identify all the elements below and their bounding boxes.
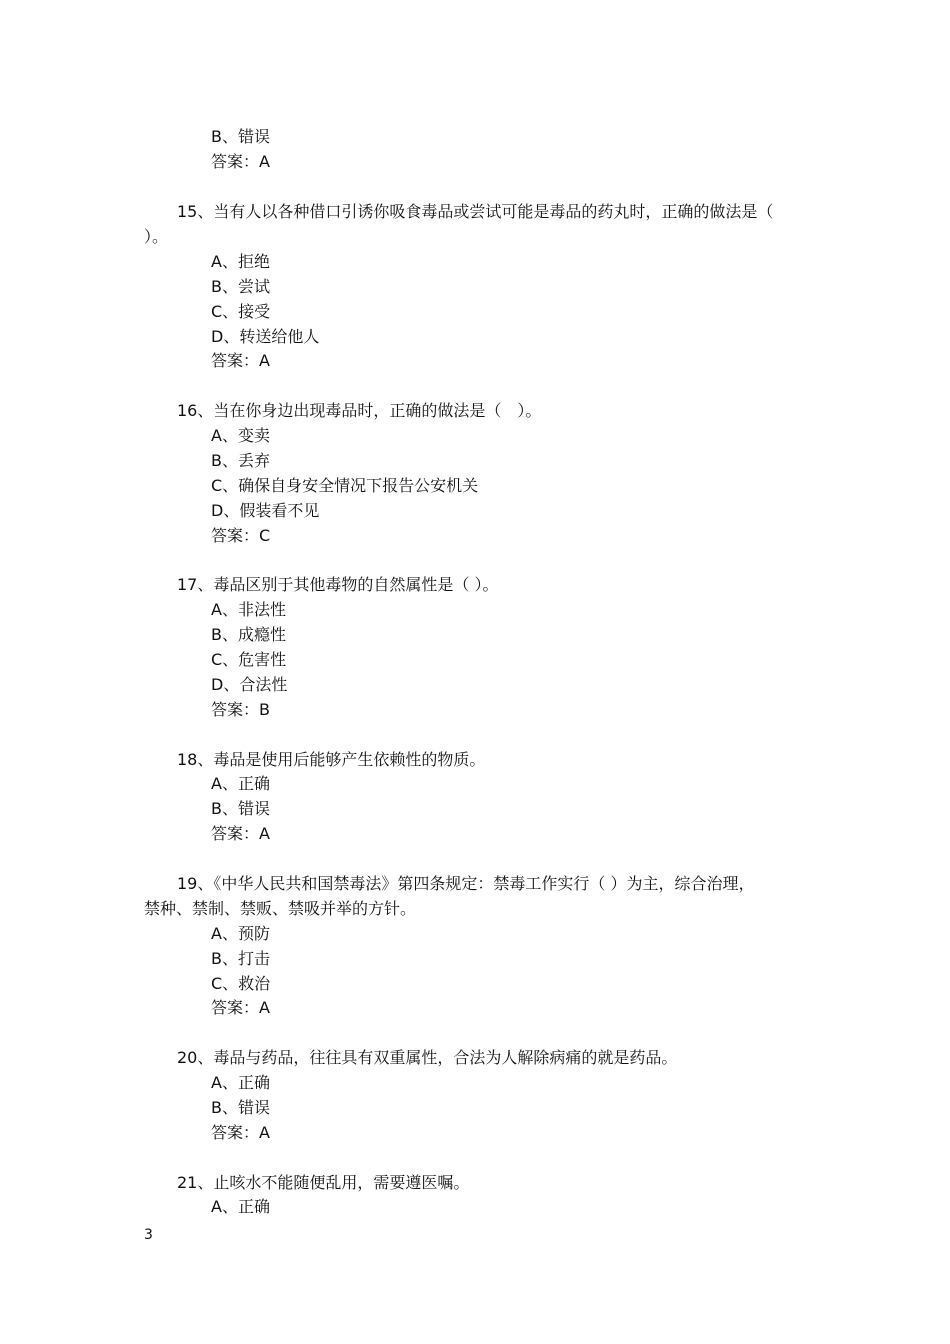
answer-line: 答案：A (211, 824, 270, 843)
option-line: C、接受 (211, 302, 271, 321)
option-line: C、危害性 (211, 650, 287, 669)
question-17: 17、毒品区别于其他毒物的自然属性是（ ）。 (177, 575, 499, 594)
question-18: 18、毒品是使用后能够产生依赖性的物质。 (177, 750, 486, 769)
option-line: C、救治 (211, 974, 271, 993)
option-line: B、错误 (211, 1098, 270, 1117)
option-line: A、正确 (211, 774, 270, 793)
question-20: 20、毒品与药品，往往具有双重属性，合法为人解除病痛的就是药品。 (177, 1048, 678, 1067)
question-19: 19、《中华人民共和国禁毒法》第四条规定：禁毒工作实行（ ）为主，综合治理， (177, 874, 755, 893)
question-21: 21、止咳水不能随便乱用，需要遵医嘱。 (177, 1173, 470, 1192)
option-line: B、丢弃 (211, 451, 270, 470)
answer-line: 答案：A (211, 351, 270, 370)
answer-line: 答案：B (211, 700, 270, 719)
option-line: D、假装看不见 (211, 501, 320, 520)
answer-line: 答案：A (211, 1123, 270, 1142)
option-line: D、合法性 (211, 675, 288, 694)
option-line: B、尝试 (211, 277, 270, 296)
option-line: A、变卖 (211, 426, 270, 445)
question-19-continued: 禁种、禁制、禁贩、禁吸并举的方针。 (144, 899, 417, 918)
question-15-continued: ）。 (144, 227, 169, 246)
option-line: D、转送给他人 (211, 327, 320, 346)
option-line: A、预防 (211, 924, 270, 943)
option-line: A、非法性 (211, 600, 286, 619)
answer-line: 答案：A (211, 152, 270, 171)
option-line: B、打击 (211, 949, 270, 968)
answer-line: 答案：C (211, 526, 271, 545)
option-line: A、正确 (211, 1073, 270, 1092)
question-16: 16、当在你身边出现毒品时，正确的做法是（ ）。 (177, 401, 542, 420)
option-line: B、错误 (211, 799, 270, 818)
option-line: A、正确 (211, 1197, 270, 1216)
option-line: B、成瘾性 (211, 625, 286, 644)
answer-line: 答案：A (211, 998, 270, 1017)
page-number: 3 (144, 1227, 153, 1243)
option-line: C、确保自身安全情况下报告公安机关 (211, 476, 479, 495)
question-15: 15、当有人以各种借口引诱你吸食毒品或尝试可能是毒品的药丸时，正确的做法是（ (177, 202, 774, 221)
option-line: B、错误 (211, 127, 270, 146)
option-line: A、拒绝 (211, 252, 270, 271)
